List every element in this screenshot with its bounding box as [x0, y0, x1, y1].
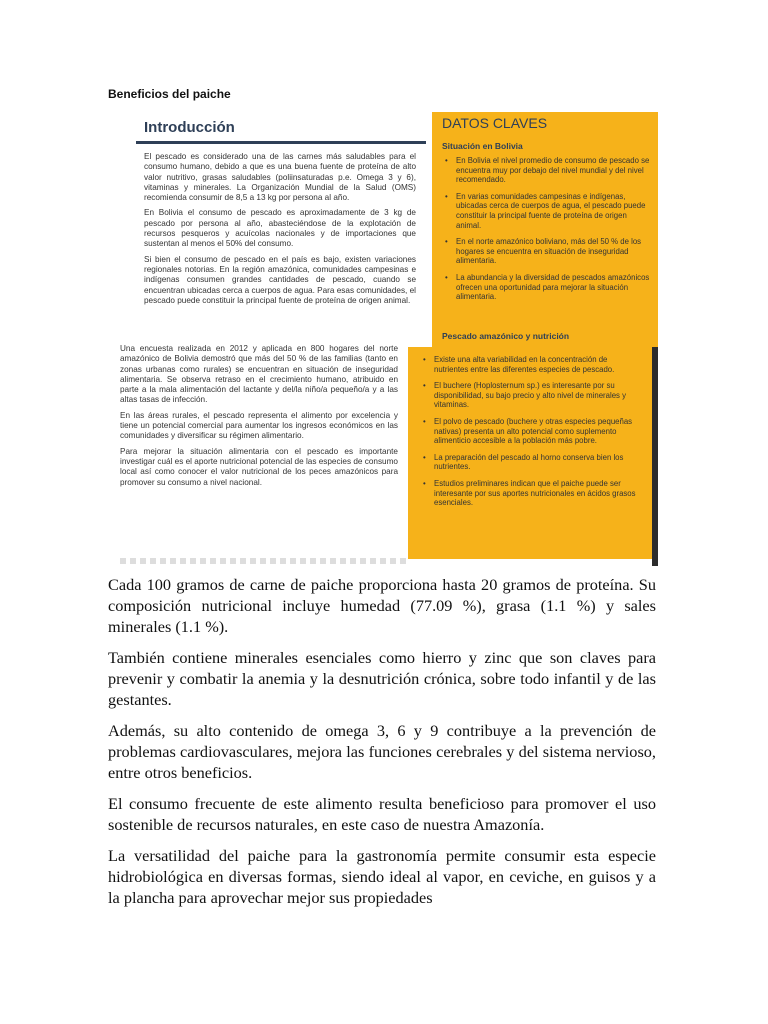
list-item: • En Bolivia el nivel promedio de consumo de pescado se encuentra muy por debajo del nivel mundial y del nivel recomendado.: [442, 156, 652, 185]
intro-heading-rule: [136, 141, 426, 144]
situacion-title: Situación en Bolivia: [442, 141, 523, 151]
datos-claves-panel: [432, 112, 658, 347]
lower-paragraph: Una encuesta realizada en 2012 y aplicada en 800 hogares del norte amazónico de Bolivia demostró que más del 50 % de las familias (tanto en zonas urbanas como rurales) se encuentran en situación de inseguridad alimentaria. Se observa retraso en el crecimiento humano, atribuido en parte a la mala alimentación del lactante y del/la niño/a pequeño/a y a las altas tasas de infección.: [120, 344, 398, 405]
lower-text: [120, 344, 398, 493]
list-item: • En el norte amazónico boliviano, más del 50 % de los hogares se encuentra en situación de inseguridad alimentaria.: [442, 237, 652, 266]
intro-text: [144, 152, 416, 311]
list-item: • Estudios preliminares indican que el paiche puede ser interesante por sus aportes nutricionales en ácidos grasos esenciales.: [420, 479, 642, 508]
list-item: • La abundancia y la diversidad de pescados amazónicos ofrecen una oportunidad para mejorar la situación alimentaria.: [442, 273, 652, 302]
footnote-line: [120, 558, 410, 564]
body-paragraph: También contiene minerales esenciales como hierro y zinc que son claves para prevenir y combatir la anemia y la desnutrición crónica, sobre todo infantil y de las gestantes.: [108, 648, 656, 709]
list-item: • En varias comunidades campesinas e indígenas, ubicadas cerca de cuerpos de agua, el pescado puede constituir la principal fuente de proteína de origen animal.: [442, 192, 652, 230]
body-paragraph: El consumo frecuente de este alimento resulta beneficioso para promover el uso sostenible de recursos naturales, en este caso de nuestra Amazonía.: [108, 794, 656, 834]
panel-edge-divider: [652, 347, 658, 566]
list-item: • Existe una alta variabilidad en la concentración de nutrientes entre las diferentes especies de pescado.: [420, 355, 642, 374]
intro-paragraph: El pescado es considerado una de las carnes más saludables para el consumo humano, debido a que es una buena fuente de proteína de alto valor nutritivo, grasas saludables (poliinsaturadas p.e. Omega 3 y 6), vitaminas y minerales. La Organización Mundial de la Salud (OMS) recomienda consumir de 8,5 a 13 kg por persona al año.: [144, 152, 416, 203]
body-paragraph: Además, su alto contenido de omega 3, 6 y 9 contribuye a la prevención de problemas cardiovasculares, mejora las funciones cerebrales y del sistema nervioso, entre otros beneficios.: [108, 721, 656, 782]
intro-paragraph: En Bolivia el consumo de pescado es aproximadamente de 3 kg de pescado por persona al año, abasteciéndose de la explotación de recursos pesqueros y acuícolas nacionales y de importaciones que sustentan al menos el 50% del consumo.: [144, 208, 416, 249]
situacion-list: [442, 156, 652, 309]
lower-paragraph: En las áreas rurales, el pescado representa el alimento por excelencia y tiene un potencial comercial para aumentar los ingresos económicos en las comunidades y diversificar su régimen alimentario.: [120, 410, 398, 441]
nutricion-panel: [408, 347, 652, 559]
nutricion-title: Pescado amazónico y nutrición: [442, 331, 570, 341]
datos-claves-title: DATOS CLAVES: [442, 115, 548, 131]
list-item: • El buchere (Hoplosternum sp.) es interesante por su disponibilidad, su bajo precio y alto nivel de minerales y vitaminas.: [420, 381, 642, 410]
document-title: Beneficios del paiche: [108, 87, 231, 101]
nutricion-list: [420, 355, 642, 515]
infographic-figure: [108, 108, 658, 566]
intro-paragraph: Si bien el consumo de pescado en el país es bajo, existen variaciones regionales notorias. En la región amazónica, comunidades campesinas e indígenas consumen grandes cantidades de pescado, cuando se encuentran ubicadas cerca a cuerpos de agua. Para esas comunidades, el pescado puede constituir la principal fuente de proteína de origen animal.: [144, 254, 416, 305]
lower-paragraph: Para mejorar la situación alimentaria con el pescado es importante investigar cuál es el aporte nutricional potencial de las especies de consumo local así como conocer el valor nutricional de los peces amazónicos para promover su consumo a nivel nacional.: [120, 446, 398, 487]
list-item: • El polvo de pescado (buchere y otras especies pequeñas nativas) presenta un alto potencial como suplemento alimenticio accesible a la población más pobre.: [420, 417, 642, 446]
list-item: • La preparación del pescado al horno conserva bien los nutrientes.: [420, 453, 642, 472]
intro-heading: Introducción: [144, 119, 235, 136]
body-paragraph: Cada 100 gramos de carne de paiche proporciona hasta 20 gramos de proteína. Su composición nutricional incluye humedad (77.09 %), grasa (1.1 %) y sales minerales (1.1 %).: [108, 575, 656, 636]
body-paragraph: La versatilidad del paiche para la gastronomía permite consumir esta especie hidrobiológica en diversas formas, siendo ideal al vapor, en ceviche, en guisos y a la plancha para aprovechar mejor sus propiedades: [108, 846, 656, 907]
body-text: [108, 574, 656, 918]
